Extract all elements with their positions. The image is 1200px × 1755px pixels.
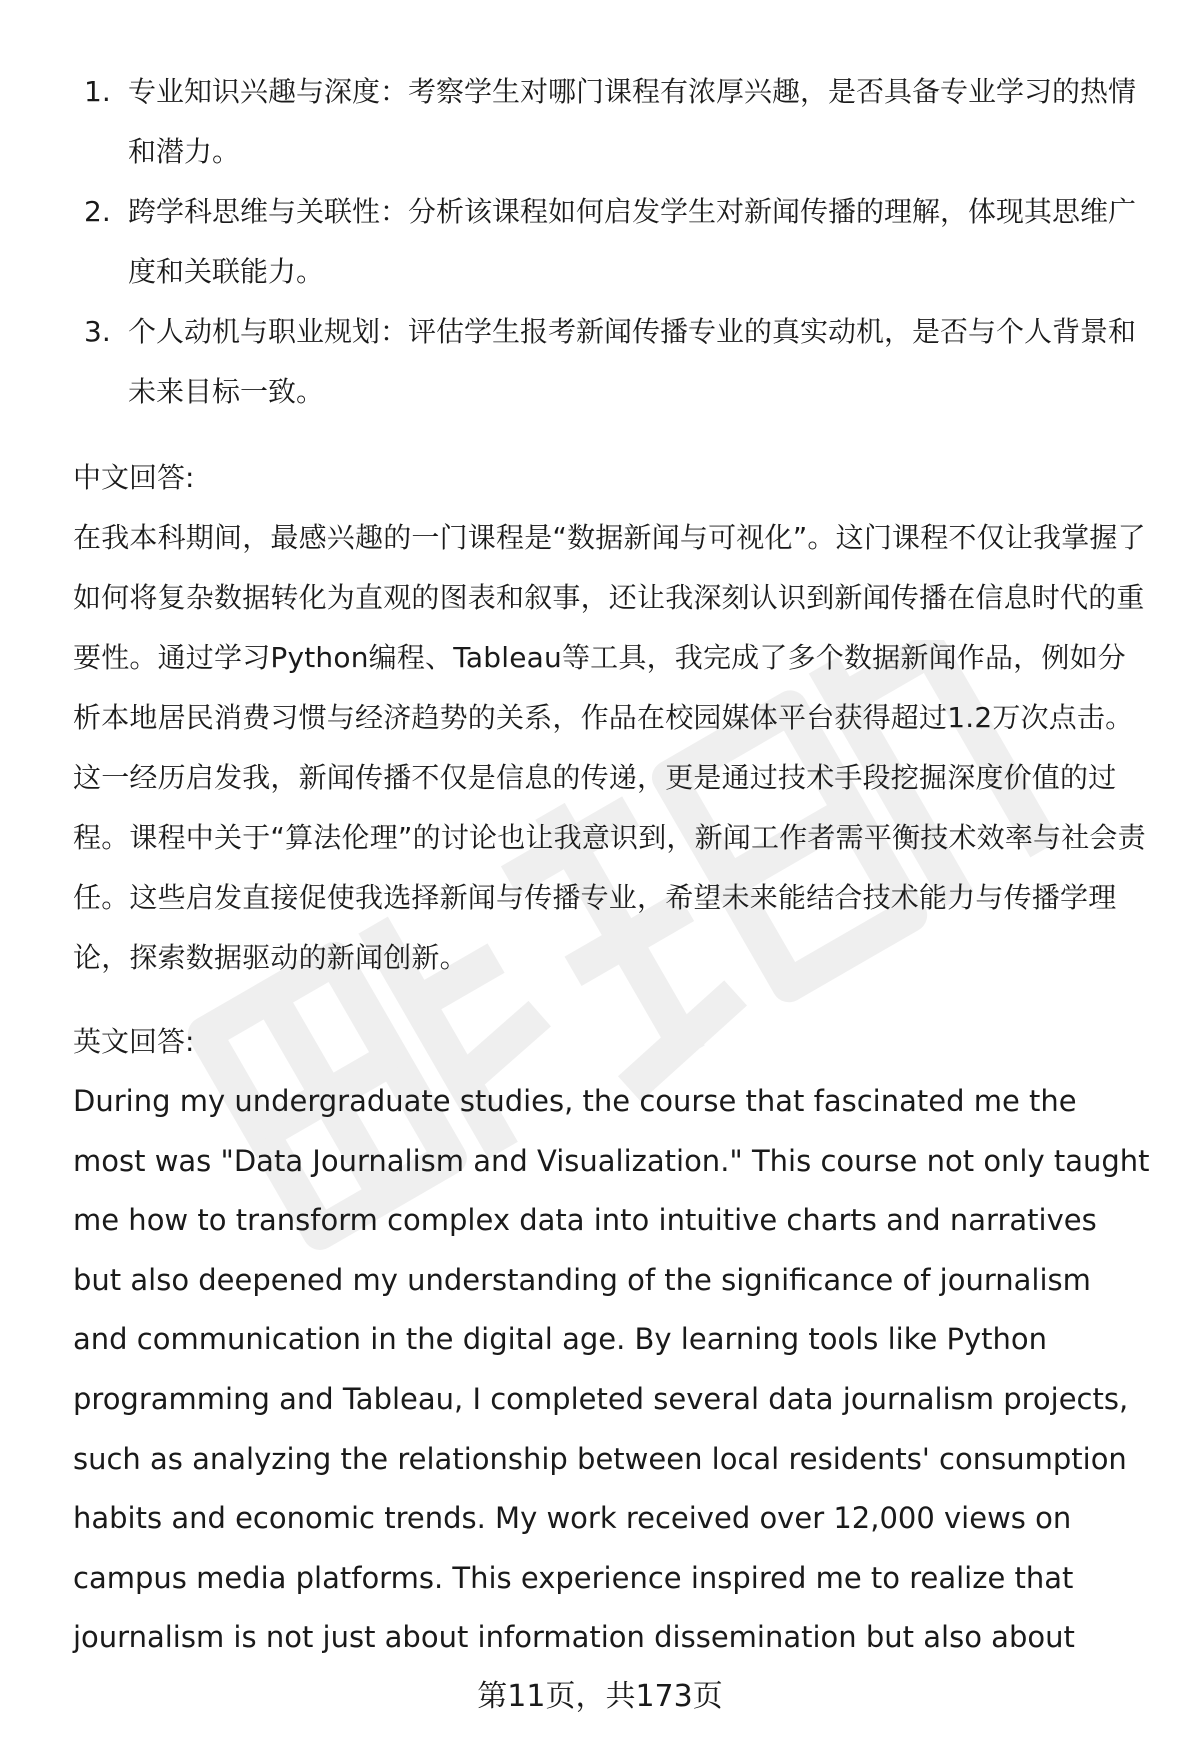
criteria-text: 专业知识兴趣与深度：考察学生对哪门课程有浓厚兴趣，是否具备专业学习的热情和潜力。 (128, 75, 1137, 168)
criteria-text: 跨学科思维与关联性：分析该课程如何启发学生对新闻传播的理解，体现其思维广度和关联能力。 (128, 195, 1137, 288)
page-number-footer: 第11页，共173页 (477, 1679, 723, 1714)
english-answer-text: During my undergraduate studies, the course that fascinated me the most was "Data Journalism and Visualization." This course not only taught me how to transform complex data into intuitive charts and narratives but also deepened my understanding of the significance of journalism and communication in the digital age. By learning tools like Python programming and Tableau, I completed several data journalism projects, such as analyzing the relationship between local residents' consumption habits and economic trends. My work received over 12,000 views on campus media platforms. This experience inspired me to realize that journalism is not just about information dissemination but also about (73, 1084, 1150, 1655)
evaluation-criteria-list (0, 62, 1200, 422)
criteria-item-1 (0, 62, 1200, 182)
criteria-text: 个人动机与职业规划：评估学生报考新闻传播专业的真实动机，是否与个人背景和未来目标一致。 (128, 315, 1137, 408)
criteria-item-2 (0, 182, 1200, 302)
criteria-item-3 (0, 302, 1200, 422)
criteria-number: 1. (84, 75, 111, 108)
criteria-number: 3. (84, 315, 111, 348)
chinese-answer-text: 在我本科期间，最感兴趣的一门课程是“数据新闻与可视化”。这门课程不仅让我掌握了如何将复杂数据转化为直观的图表和叙事，还让我深刻认识到新闻传播在信息时代的重要性。通过学习Python编程、Tableau等工具，我完成了多个数据新闻作品，例如分析本地居民消费习惯与经济趋势的关系，作品在校园媒体平台获得超过1.2万次点击。这一经历启发我，新闻传播不仅是信息的传递，更是通过技术手段挖掘深度价值的过程。课程中关于“算法伦理”的讨论也让我意识到，新闻工作者需平衡技术效率与社会责任。这些启发直接促使我选择新闻与传播专业，希望未来能结合技术能力与传播学理论，探索数据驱动的新闻创新。 (73, 521, 1146, 974)
english-answer-label: 英文回答: (73, 1025, 195, 1058)
criteria-number: 2. (84, 195, 111, 228)
chinese-answer-label: 中文回答: (73, 461, 195, 494)
